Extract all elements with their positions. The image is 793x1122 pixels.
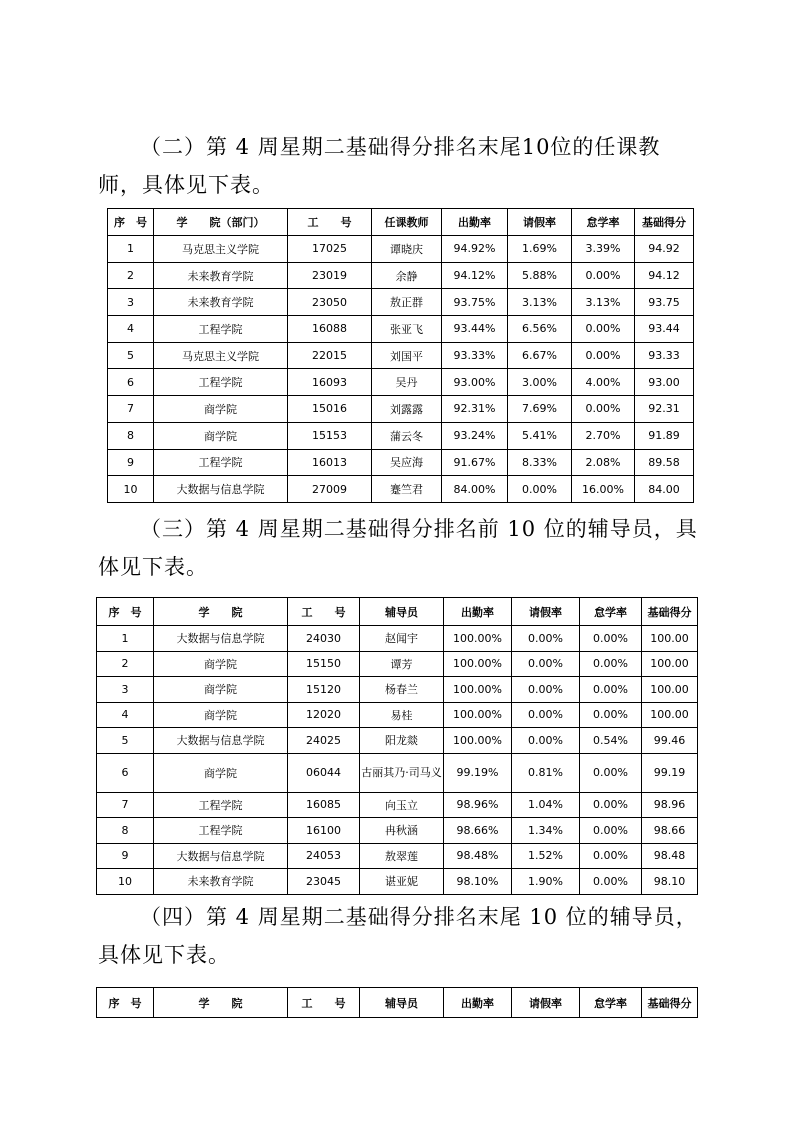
table-cell: 4 [97,702,154,728]
table-cell: 8 [108,422,154,449]
table-cell: 未来教育学院 [154,869,288,895]
table-cell: 3.13% [508,289,572,316]
table-cell: 向玉立 [360,792,444,818]
table-cell: 16100 [288,818,360,844]
table-row [108,396,694,423]
table-cell: 7 [108,396,154,423]
table-cell: 9 [108,449,154,476]
table-cell: 94.92 [635,236,694,263]
column-header: 序 号 [97,988,154,1018]
table-row [108,369,694,396]
table-cell: 10 [108,476,154,503]
section-2-heading: （二）第 4 周星期二基础得分排名末尾10位的任课教师，具体见下表。 [98,135,661,197]
table-cell: 100.00 [642,702,698,728]
table-cell: 9 [97,843,154,869]
table-cell: 大数据与信息学院 [154,476,288,503]
table-cell: 0.00% [572,262,635,289]
table-row [108,422,694,449]
column-header: 序 号 [108,209,154,236]
table-cell: 10 [97,869,154,895]
table-cell: 93.75 [635,289,694,316]
table-cell: 2.70% [572,422,635,449]
table-row [97,728,698,754]
table-cell: 0.00% [512,702,580,728]
table-cell: 23050 [288,289,372,316]
column-header: 请假率 [512,988,580,1018]
table-cell: 12020 [288,702,360,728]
table-cell: 8.33% [508,449,572,476]
column-header: 工 号 [288,209,372,236]
table-cell: 16013 [288,449,372,476]
table-cell: 93.00% [442,369,508,396]
column-header: 怠学率 [572,209,635,236]
section-3-heading: （三）第 4 周星期二基础得分排名前 10 位的辅导员，具体见下表。 [98,517,698,579]
table-cell: 商学院 [154,396,288,423]
table-cell: 阳龙燚 [360,728,444,754]
table-cell: 16085 [288,792,360,818]
table-cell: 0.00% [580,651,642,677]
table-cell: 0.00% [512,651,580,677]
table-cell: 马克思主义学院 [154,236,288,263]
table-cell: 杨春兰 [360,677,444,703]
table-cell: 1.69% [508,236,572,263]
counselor-bottom10-table [96,987,698,1018]
table-cell: 0.00% [572,316,635,343]
table-cell: 0.00% [580,792,642,818]
table-row [108,262,694,289]
table-cell: 15153 [288,422,372,449]
column-header: 工 号 [288,598,360,626]
table-cell: 0.00% [512,626,580,652]
column-header: 基础得分 [642,598,698,626]
table-cell: 商学院 [154,677,288,703]
table-cell: 0.00% [580,702,642,728]
table-cell: 98.10% [444,869,512,895]
table-cell: 24053 [288,843,360,869]
table-row [108,289,694,316]
table-cell: 余静 [372,262,442,289]
table-cell: 古丽其乃·司马义 [360,753,444,792]
table-cell: 100.00 [642,626,698,652]
table-row [97,869,698,895]
section-4-heading: （四）第 4 周星期二基础得分排名末尾 10 位的辅导员，具体见下表。 [98,905,698,967]
column-header: 基础得分 [642,988,698,1018]
table-cell: 刘国平 [372,342,442,369]
table-cell: 15150 [288,651,360,677]
table-cell: 1.52% [512,843,580,869]
table-cell: 92.31 [635,396,694,423]
column-header: 出勤率 [444,988,512,1018]
table-cell: 1 [97,626,154,652]
column-header: 怠学率 [580,598,642,626]
table-cell: 98.96% [444,792,512,818]
table-cell: 商学院 [154,651,288,677]
table-cell: 16088 [288,316,372,343]
table-cell: 0.00% [508,476,572,503]
table-cell: 易桂 [360,702,444,728]
table-header-row [108,209,694,236]
table-cell: 23045 [288,869,360,895]
table-cell: 大数据与信息学院 [154,728,288,754]
table-cell: 6.56% [508,316,572,343]
table-cell: 未来教育学院 [154,289,288,316]
table-header-row [97,598,698,626]
table-cell: 0.00% [512,728,580,754]
table-cell: 1 [108,236,154,263]
column-header: 出勤率 [442,209,508,236]
table-cell: 24025 [288,728,360,754]
table-cell: 94.12 [635,262,694,289]
table-row [97,753,698,792]
table-cell: 0.00% [572,396,635,423]
table-cell: 100.00% [444,677,512,703]
table-cell: 100.00 [642,677,698,703]
table-row [108,236,694,263]
table-cell: 100.00 [642,651,698,677]
table-cell: 22015 [288,342,372,369]
table-cell: 100.00% [444,728,512,754]
column-header: 学 院 [154,988,288,1018]
table-cell: 4 [108,316,154,343]
table-cell: 100.00% [444,702,512,728]
table-cell: 蹇竺君 [372,476,442,503]
table-cell: 17025 [288,236,372,263]
table-cell: 3 [97,677,154,703]
table-cell: 0.00% [580,626,642,652]
teacher-bottom10-table [107,208,694,503]
counselor-top10-table [96,597,698,895]
table-cell: 敖正群 [372,289,442,316]
table-cell: 06044 [288,753,360,792]
table-cell: 99.19% [444,753,512,792]
table-cell: 大数据与信息学院 [154,843,288,869]
column-header: 出勤率 [444,598,512,626]
table-cell: 工程学院 [154,369,288,396]
table-cell: 蒲云冬 [372,422,442,449]
table-cell: 5.88% [508,262,572,289]
table-cell: 商学院 [154,753,288,792]
table-cell: 92.31% [442,396,508,423]
table-cell: 7 [97,792,154,818]
table-cell: 3.00% [508,369,572,396]
table-cell: 93.75% [442,289,508,316]
table-cell: 84.00% [442,476,508,503]
table-cell: 99.46 [642,728,698,754]
table-cell: 93.24% [442,422,508,449]
table-cell: 7.69% [508,396,572,423]
column-header: 基础得分 [635,209,694,236]
table-cell: 6 [108,369,154,396]
table-row [108,342,694,369]
table-cell: 0.54% [580,728,642,754]
table-cell: 0.00% [580,843,642,869]
table-cell: 2.08% [572,449,635,476]
table-cell: 15016 [288,396,372,423]
table-cell: 敖翠莲 [360,843,444,869]
table-cell: 98.66% [444,818,512,844]
table-cell: 0.00% [512,677,580,703]
table-cell: 24030 [288,626,360,652]
table-cell: 100.00% [444,626,512,652]
table-cell: 93.00 [635,369,694,396]
table-cell: 93.33 [635,342,694,369]
table-cell: 98.48 [642,843,698,869]
table-cell: 93.33% [442,342,508,369]
column-header: 请假率 [508,209,572,236]
table-row [97,843,698,869]
table-cell: 赵闻宇 [360,626,444,652]
table-cell: 谭芳 [360,651,444,677]
table-cell: 3.39% [572,236,635,263]
column-header: 任课教师 [372,209,442,236]
table-cell: 吴丹 [372,369,442,396]
table-cell: 98.96 [642,792,698,818]
table-cell: 3 [108,289,154,316]
table-cell: 23019 [288,262,372,289]
table-row [97,792,698,818]
table-row [97,818,698,844]
column-header: 请假率 [512,598,580,626]
table-cell: 商学院 [154,422,288,449]
table-cell: 0.00% [580,869,642,895]
table-cell: 谭晓庆 [372,236,442,263]
table-cell: 27009 [288,476,372,503]
table-cell: 1.34% [512,818,580,844]
table-cell: 2 [108,262,154,289]
table-cell: 大数据与信息学院 [154,626,288,652]
table-cell: 工程学院 [154,792,288,818]
table-row [108,316,694,343]
table-cell: 6 [97,753,154,792]
table-cell: 8 [97,818,154,844]
table-row [97,677,698,703]
table-header-row [97,988,698,1018]
table-cell: 谌亚妮 [360,869,444,895]
table-cell: 98.48% [444,843,512,869]
column-header: 辅导员 [360,598,444,626]
table-cell: 94.12% [442,262,508,289]
table-cell: 99.19 [642,753,698,792]
table-cell: 0.00% [572,342,635,369]
table-cell: 5.41% [508,422,572,449]
table-cell: 0.81% [512,753,580,792]
table-cell: 0.00% [580,677,642,703]
table-cell: 工程学院 [154,449,288,476]
table-cell: 张亚飞 [372,316,442,343]
table-cell: 98.66 [642,818,698,844]
table-cell: 0.00% [580,753,642,792]
table-row [97,626,698,652]
table-cell: 1.04% [512,792,580,818]
table-cell: 84.00 [635,476,694,503]
table-cell: 吴应海 [372,449,442,476]
table-cell: 93.44% [442,316,508,343]
table-cell: 94.92% [442,236,508,263]
column-header: 辅导员 [360,988,444,1018]
column-header: 学 院（部门） [154,209,288,236]
table-cell: 刘露露 [372,396,442,423]
table-cell: 工程学院 [154,316,288,343]
table-cell: 15120 [288,677,360,703]
table-cell: 1.90% [512,869,580,895]
table-cell: 5 [97,728,154,754]
table-cell: 16093 [288,369,372,396]
table-cell: 6.67% [508,342,572,369]
table-cell: 冉秋涵 [360,818,444,844]
table-cell: 4.00% [572,369,635,396]
table-row [108,476,694,503]
table-cell: 100.00% [444,651,512,677]
table-cell: 工程学院 [154,818,288,844]
table-row [108,449,694,476]
table-cell: 16.00% [572,476,635,503]
table-cell: 93.44 [635,316,694,343]
table-cell: 商学院 [154,702,288,728]
table-cell: 0.00% [580,818,642,844]
table-cell: 2 [97,651,154,677]
table-cell: 未来教育学院 [154,262,288,289]
table-cell: 91.67% [442,449,508,476]
table-cell: 89.58 [635,449,694,476]
column-header: 工 号 [288,988,360,1018]
column-header: 序 号 [97,598,154,626]
table-cell: 3.13% [572,289,635,316]
table-cell: 91.89 [635,422,694,449]
table-cell: 98.10 [642,869,698,895]
column-header: 学 院 [154,598,288,626]
table-row [97,651,698,677]
column-header: 怠学率 [580,988,642,1018]
table-cell: 马克思主义学院 [154,342,288,369]
table-row [97,702,698,728]
table-cell: 5 [108,342,154,369]
